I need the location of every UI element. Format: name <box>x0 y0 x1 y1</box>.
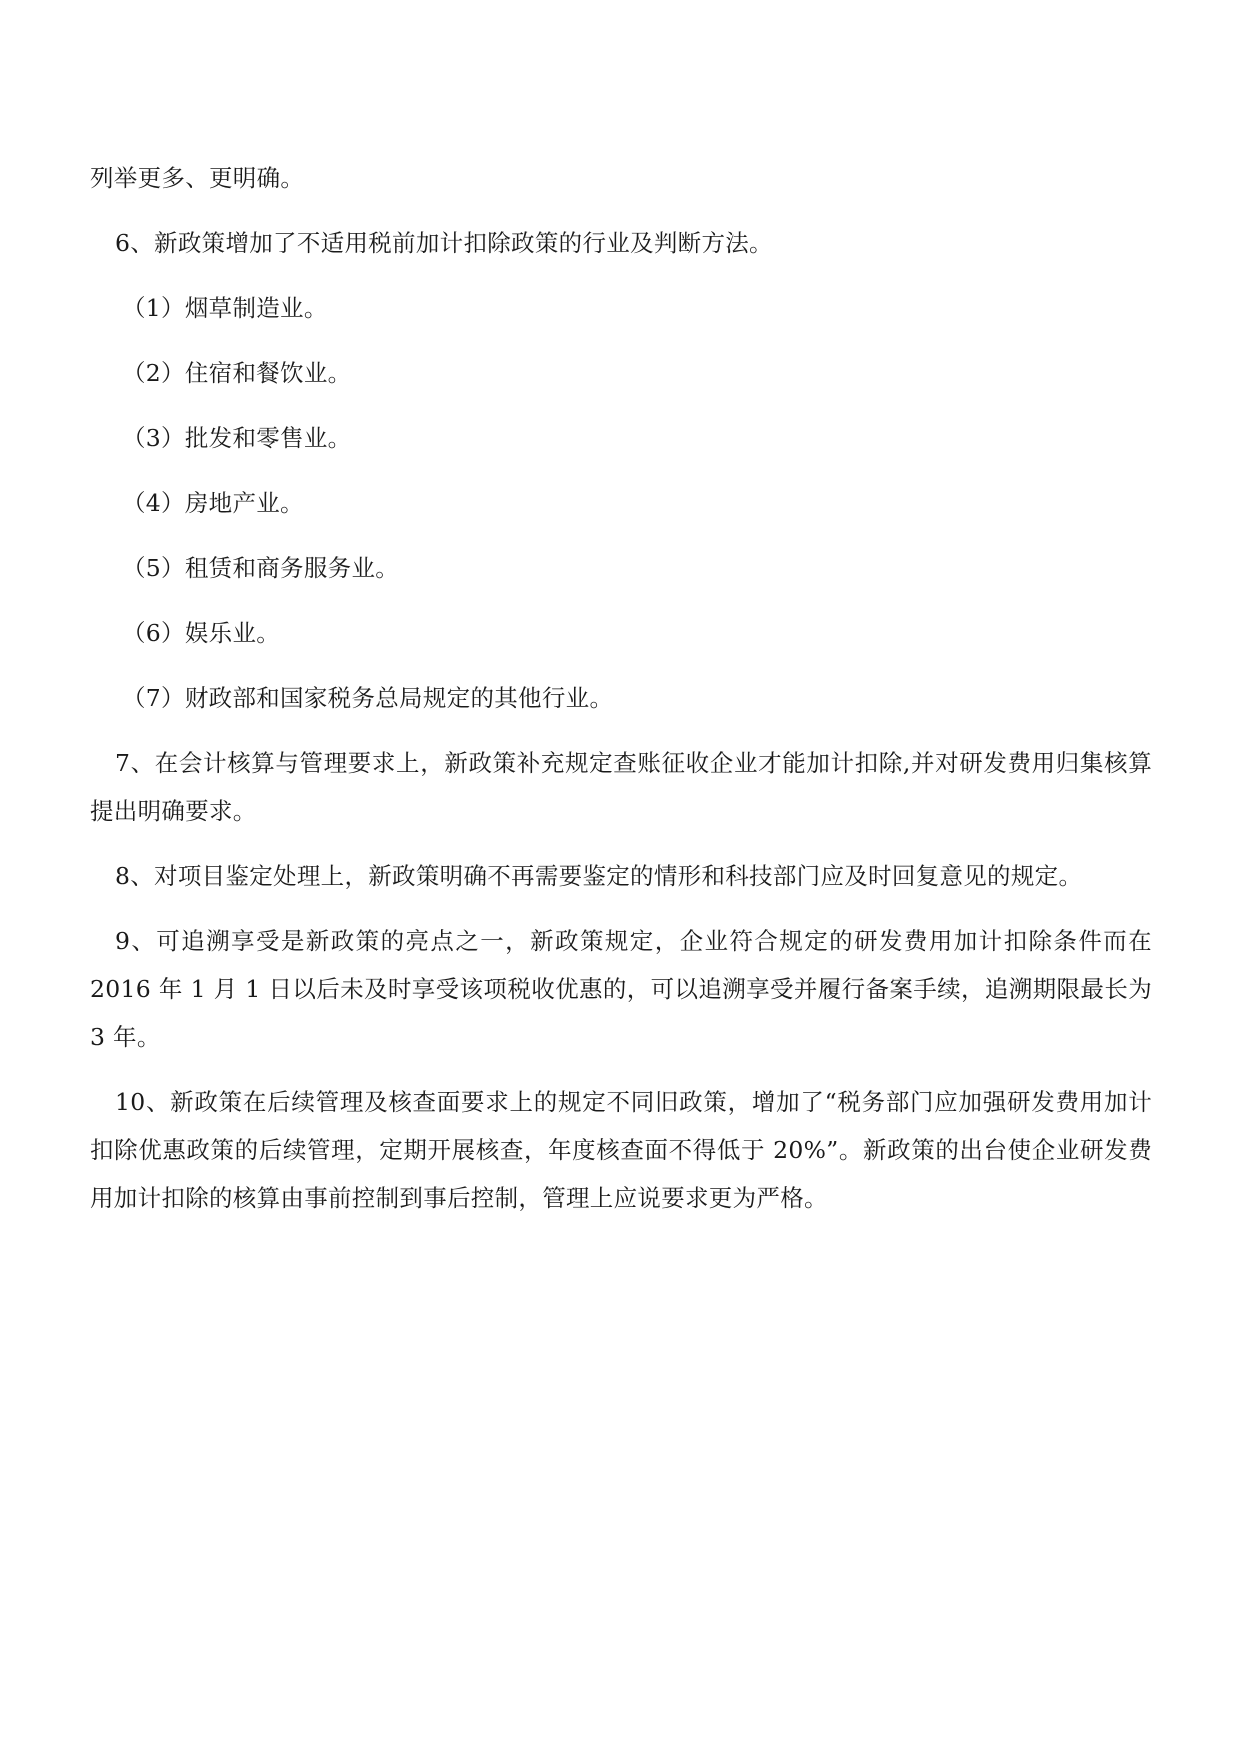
industry-item-6: （6）娱乐业。 <box>122 619 281 647</box>
industry-item-2: （2）住宿和餐饮业。 <box>122 359 352 387</box>
point-8-paragraph: 8、对项目鉴定处理上，新政策明确不再需要鉴定的情形和科技部门应及时回复意见的规定。 <box>115 862 1083 890</box>
point-7-paragraph: 7、在会计核算与管理要求上，新政策补充规定查账征收企业才能加计扣除,并对研发费用归集核算提出明确要求。 <box>90 749 1152 825</box>
industry-item-3: （3）批发和零售业。 <box>122 424 352 452</box>
industry-item-4: （4）房地产业。 <box>122 489 304 517</box>
point-10-paragraph: 10、新政策在后续管理及核查面要求上的规定不同旧政策，增加了“税务部门应加强研发费用加计扣除优惠政策的后续管理，定期开展核查，年度核查面不得低于 20%”。新政策的出台使企业研发费用加计扣除的核算由事前控制到事后控制，管理上应说要求更为严格。 <box>90 1088 1152 1212</box>
industry-item-5: （5）租赁和商务服务业。 <box>122 554 400 582</box>
industry-item-1: （1）烟草制造业。 <box>122 294 328 322</box>
continuation-paragraph: 列举更多、更明确。 <box>90 164 305 192</box>
point-6-paragraph: 6、新政策增加了不适用税前加计扣除政策的行业及判断方法。 <box>115 229 773 257</box>
point-9-paragraph: 9、可追溯享受是新政策的亮点之一，新政策规定，企业符合规定的研发费用加计扣除条件而在 2016 年 1 月 1 日以后未及时享受该项税收优惠的，可以追溯享受并履行备案手续，追溯期限最长为 3 年。 <box>90 927 1152 1051</box>
industry-item-7: （7）财政部和国家税务总局规定的其他行业。 <box>122 684 614 712</box>
document-page <box>90 154 1152 1239</box>
